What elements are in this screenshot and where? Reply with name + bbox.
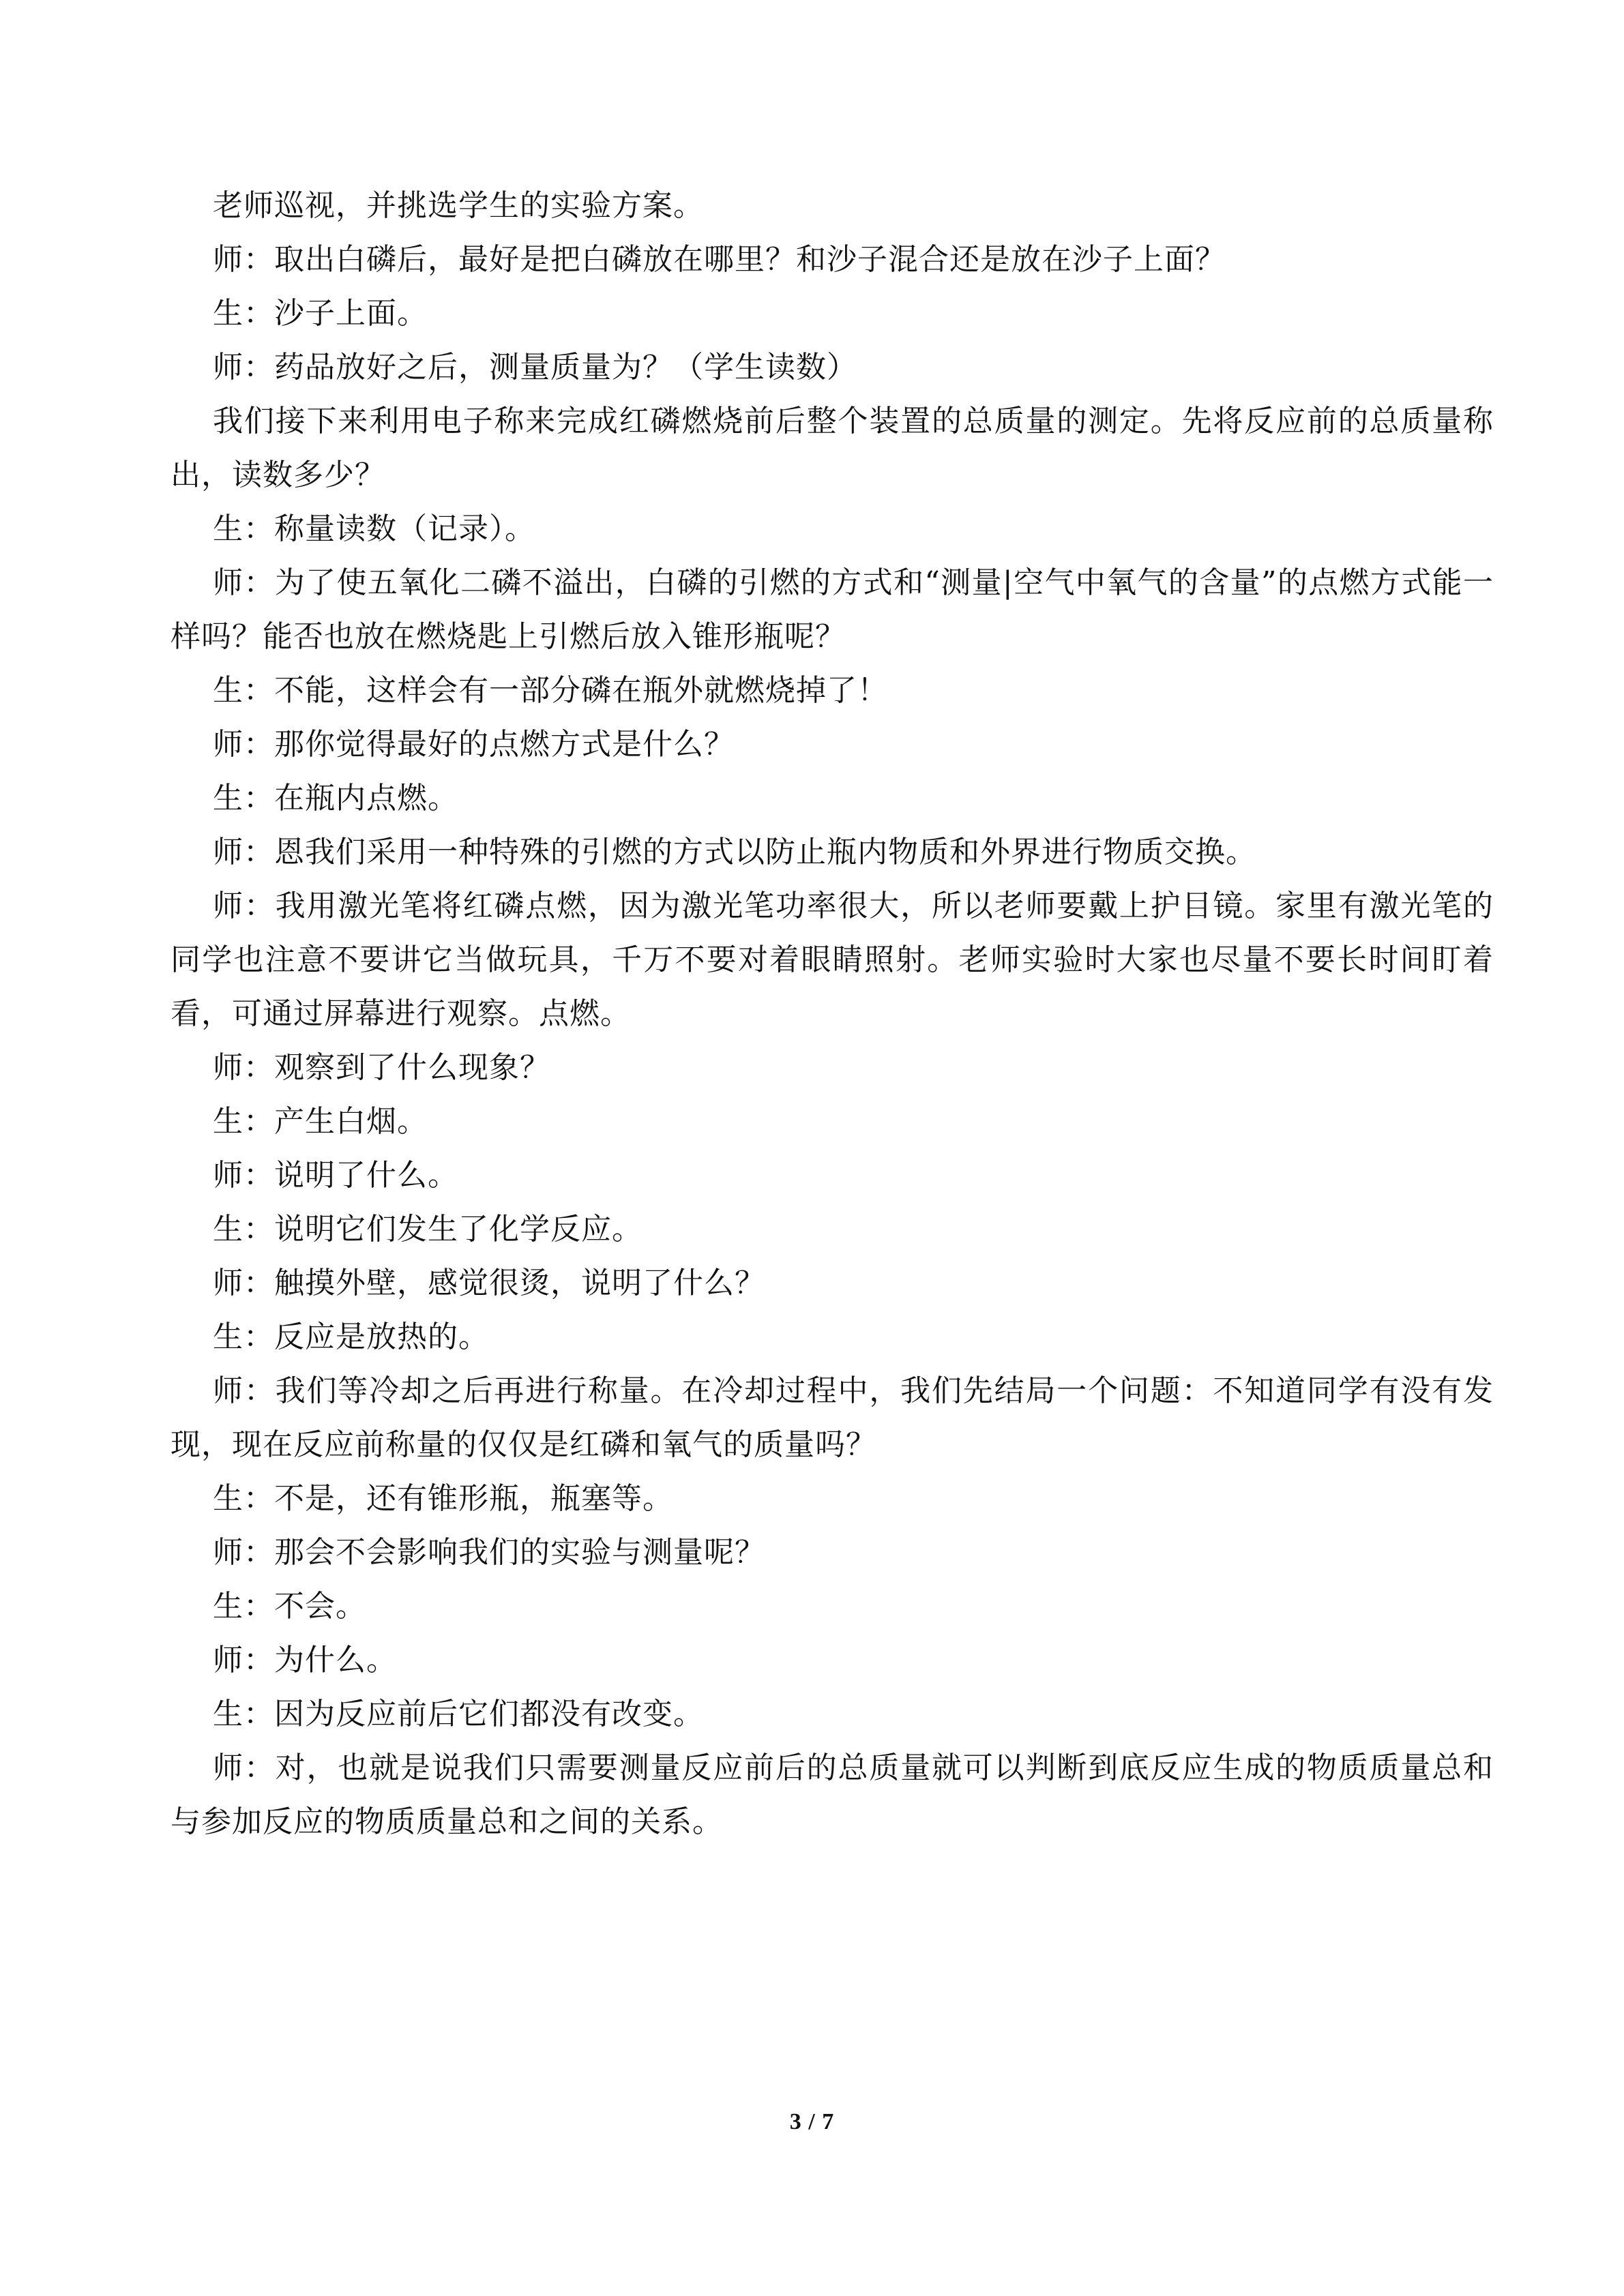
paragraph: 师：触摸外壁，感觉很烫，说明了什么？ [213,1266,765,1300]
paragraph: 师：说明了什么。 [213,1158,458,1193]
paragraph: 生：产生白烟。 [213,1104,428,1139]
paragraph: 生：因为反应前后它们都没有改变。 [213,1697,704,1731]
paragraph: 师：那你觉得最好的点燃方式是什么？ [213,727,735,762]
paragraph: 师：我们等冷却之后再进行称量。在冷却过程中，我们先结局一个问题：不知道同学有没有发现，现在反应前称量的仅仅是红磷和氧气的质量吗？ [171,1373,1494,1462]
page-number: 3 / 7 [789,2109,835,2134]
paragraph: 师：我用激光笔将红磷点燃，因为激光笔功率很大，所以老师要戴上护目镜。家里有激光笔的同学也注意不要讲它当做玩具，千万不要对着眼睛照射。老师实验时大家也尽量不要长时间盯着看，可通过屏幕进行观察。点燃。 [171,889,1494,1031]
paragraph: 师：药品放好之后，测量质量为？（学生读数） [213,350,857,385]
paragraph: 生：沙子上面。 [213,296,428,331]
body-text [171,179,1494,1849]
paragraph: 师：为了使五氧化二磷不溢出，白磷的引燃的方式和“测量|空气中氧气的含量”的点燃方式能一样吗？能否也放在燃烧匙上引燃后放入锥形瓶呢？ [171,565,1494,654]
paragraph: 生：不是，还有锥形瓶，瓶塞等。 [213,1481,673,1516]
paragraph: 师：观察到了什么现象？ [213,1050,550,1085]
paragraph: 师：那会不会影响我们的实验与测量呢？ [213,1535,765,1570]
paragraph: 生：不会。 [213,1589,366,1624]
paragraph: 生：说明它们发生了化学反应。 [213,1212,643,1247]
paragraph: 生：不能，这样会有一部分磷在瓶外就燃烧掉了！ [213,673,888,708]
paragraph: 我们接下来利用电子称来完成红磷燃烧前后整个装置的总质量的测定。先将反应前的总质量称出，读数多少？ [171,404,1494,492]
paragraph: 师：恩我们采用一种特殊的引燃的方式以防止瓶内物质和外界进行物质交换。 [213,835,1256,869]
paragraph: 生：反应是放热的。 [213,1320,489,1354]
paragraph: 生：称量读数（记录）。 [213,511,535,546]
paragraph: 师：为什么。 [213,1643,397,1678]
paragraph: 师：对，也就是说我们只需要测量反应前后的总质量就可以判断到底反应生成的物质质量总和与参加反应的物质质量总和之间的关系。 [171,1750,1494,1839]
paragraph: 师：取出白磷后，最好是把白磷放在哪里？和沙子混合还是放在沙子上面？ [213,242,1226,277]
paragraph: 老师巡视，并挑选学生的实验方案。 [213,188,704,223]
paragraph: 生：在瓶内点燃。 [213,781,458,816]
